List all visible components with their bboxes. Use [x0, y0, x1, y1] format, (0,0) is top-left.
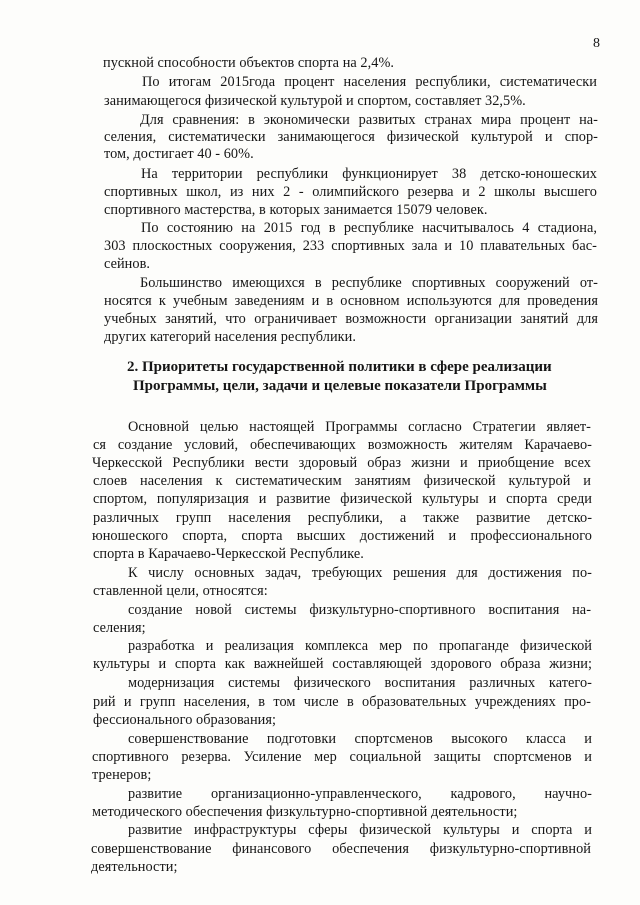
- body-text-line: К числу основных задач, требующих решения для достижения по-: [128, 565, 592, 581]
- body-text-line: том, достигает 40 - 60%.: [104, 146, 254, 162]
- body-text-line: разработка и реализация комплекса мер по пропаганде физической: [128, 638, 592, 654]
- page-number: 8: [593, 36, 600, 51]
- body-text-line: селения, систематически занимающегося физической культурой и спор-: [104, 129, 598, 145]
- body-text-line: юношеского спорта, спорта высших достижений и профессионального: [92, 528, 592, 544]
- body-text-line: совершенствование финансового обеспечения физкультурно-спортивной: [91, 841, 591, 857]
- body-text-line: спорта в Карачаево-Черкесской Республике.: [93, 546, 364, 562]
- body-text-line: Черкесской Республики вести здоровый образ жизни и приобщение всех: [92, 455, 591, 471]
- body-text-line: По состоянию на 2015 год в республике насчитывалось 4 стадиона,: [141, 220, 597, 236]
- body-text-line: тренеров;: [92, 767, 152, 783]
- body-text-line: На территории республики функционирует 38 детско-юношеских: [141, 166, 597, 182]
- body-text-line: методического обеспечения физкультурно-спортивной деятельности;: [92, 804, 518, 820]
- body-text-line: модернизация системы физического воспитания различных катего-: [128, 675, 592, 691]
- body-text-line: слоев населения к систематическим занятиям физической культурой и: [93, 473, 591, 489]
- body-text-line: носятся к учебным заведениям и в основном используются для проведения: [104, 293, 598, 309]
- body-text-line: других категорий населения республики.: [104, 329, 356, 345]
- body-text-line: пускной способности объектов спорта на 2,4%.: [103, 55, 395, 71]
- body-text-line: занимающегося физической культурой и спортом, составляет 32,5%.: [104, 93, 526, 109]
- body-text-line: Большинство имеющихся в республике спортивных сооружений от-: [140, 275, 598, 291]
- body-text-line: 303 плоскостных сооружения, 233 спортивных зала и 10 плавательных бас-: [104, 238, 597, 254]
- body-text-line: спортом, популяризация и развитие физической культуры и спорта среди: [93, 491, 592, 507]
- body-text-line: культуры и спорта как важнейшей составляющей здорового образа жизни;: [93, 656, 592, 672]
- body-text-line: ся создание условий, обеспечивающих возможность жителям Карачаево-: [93, 437, 592, 453]
- body-text-line: создание новой системы физкультурно-спортивного воспитания на-: [128, 602, 591, 618]
- body-text-line: развитие организационно-управленческого, кадрового, научно-: [128, 786, 592, 802]
- body-text-line: По итогам 2015года процент населения республики, систематически: [142, 74, 597, 90]
- body-text-line: рий и групп населения, в том числе в образовательных учреждениях про-: [93, 694, 591, 710]
- body-text-line: спортивного резерва. Усиление мер социальной защиты спортсменов и: [92, 749, 592, 765]
- body-text-line: деятельности;: [91, 859, 178, 875]
- body-text-line: совершенствование подготовки спортсменов высокого класса и: [128, 731, 592, 747]
- body-text-line: различных групп населения республики, а также развитие детско-: [93, 510, 592, 526]
- section-heading-line: Программы, цели, задачи и целевые показатели Программы: [133, 378, 547, 394]
- body-text-line: ставленной цели, относятся:: [93, 583, 268, 599]
- body-text-line: спортивных школ, из них 2 - олимпийского резерва и 2 школы высшего: [104, 184, 597, 200]
- body-text-line: селения;: [93, 620, 146, 636]
- section-heading-line: 2. Приоритеты государственной политики в сфере реализации: [127, 359, 552, 375]
- body-text-line: фессионального образования;: [93, 712, 276, 728]
- body-text-line: сейнов.: [104, 256, 150, 272]
- body-text-line: развитие инфраструктуры сферы физической культуры и спорта и: [128, 822, 592, 838]
- body-text-line: Основной целью настоящей Программы согласно Стратегии являет-: [128, 419, 591, 435]
- body-text-line: Для сравнения: в экономически развитых странах мира процент на-: [140, 112, 598, 128]
- body-text-line: учебных занятий, что ограничивает возможности организации занятий для: [104, 311, 598, 327]
- body-text-line: спортивного мастерства, в которых занимается 15079 человек.: [104, 202, 488, 218]
